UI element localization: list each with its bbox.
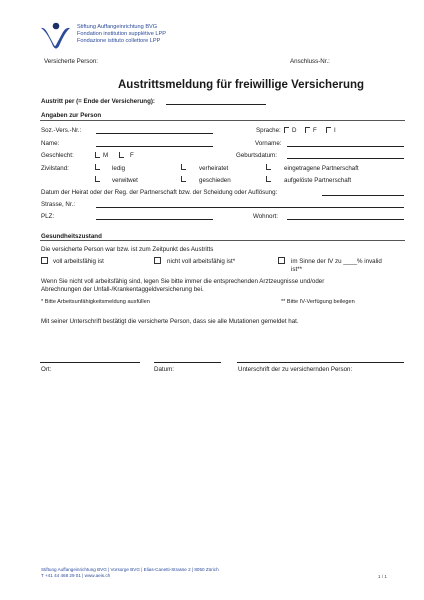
language-i-checkbox[interactable]: [326, 127, 331, 133]
marriage-date-field[interactable]: [322, 195, 404, 196]
widowed-checkbox[interactable]: [95, 176, 100, 182]
invalid-iv-checkbox[interactable]: [278, 257, 285, 264]
married-label: verheiratet: [199, 165, 229, 172]
divorced-checkbox[interactable]: [181, 176, 186, 182]
footnote-iv: ** Bitte IV-Verfügung beilegen: [281, 299, 355, 305]
registered-partnership-label: eingetragene Partnerschaft: [284, 165, 359, 172]
dissolved-partnership-checkbox[interactable]: [266, 176, 271, 182]
section-divider: [40, 240, 405, 241]
language-f-label: F: [313, 127, 317, 134]
org-name-fr: Fondation institution supplétive LPP: [77, 31, 166, 37]
exit-date-label: Austritt per (= Ende der Versicherung):: [41, 98, 155, 105]
confirmation-text: Mit seiner Unterschrift bestätigt die versicherte Person, dass sie alle Mutationen gemeldet hat.: [41, 318, 299, 325]
section-divider: [40, 120, 405, 121]
language-label: Sprache:: [256, 127, 281, 134]
health-section-title: Gesundheitszustand: [41, 233, 102, 240]
gender-label: Geschlecht:: [41, 152, 74, 159]
birthdate-field[interactable]: [287, 158, 404, 159]
invalid-iv-label: im Sinne der IV zu ____% invalid: [291, 258, 382, 265]
name-field[interactable]: [96, 146, 213, 147]
married-checkbox[interactable]: [181, 164, 186, 170]
birthdate-label: Geburtsdatum:: [236, 152, 277, 159]
footnote-incapacity: * Bitte Arbeitsunfähigkeitsmeldung ausfüllen: [41, 299, 150, 305]
date-field[interactable]: [154, 362, 221, 363]
page-title: Austrittsmeldung für freiwillige Versicherung: [118, 79, 365, 91]
footer-address: Stiftung Auffangeinrichtung BVG | Vorsorge BVG | Elias-Canetti-Strasse 2 | 8050 Zürich: [41, 567, 219, 572]
insured-person-label: Versicherte Person:: [44, 58, 98, 65]
language-d-label: D: [292, 127, 297, 134]
place-field[interactable]: [40, 362, 140, 363]
residence-label: Wohnort:: [253, 213, 278, 220]
widowed-label: verwitwet: [112, 177, 138, 184]
zip-label: PLZ:: [41, 213, 55, 220]
page-number: 1 / 1: [378, 574, 387, 579]
gender-f-label: F: [130, 152, 134, 159]
street-field[interactable]: [96, 207, 404, 208]
street-label: Strasse, Nr.:: [41, 201, 76, 208]
health-question: Die versicherte Person war bzw. ist zum Zeitpunkt des Austritts: [41, 246, 214, 253]
place-label: Ort:: [41, 366, 52, 373]
not-fully-fit-checkbox[interactable]: [154, 257, 161, 264]
footer-contact: T +41 44 468 29 01 | www.aeis.ch: [41, 573, 111, 578]
org-name-it: Fondazione istituto collettore LPP: [77, 38, 161, 44]
firstname-field[interactable]: [287, 146, 404, 147]
exit-date-field[interactable]: [166, 104, 266, 105]
personal-section-title: Angaben zur Person: [41, 112, 102, 119]
divorced-label: geschieden: [199, 177, 231, 184]
gender-m-label: M: [103, 152, 109, 159]
firstname-label: Vorname:: [255, 140, 282, 147]
residence-field[interactable]: [287, 219, 404, 220]
invalid-iv-label-cont: ist**: [291, 266, 303, 273]
fully-fit-label: voll arbeitsfähig ist: [53, 258, 104, 265]
single-label: ledig: [112, 165, 126, 172]
civil-status-label: Zivilstand:: [41, 165, 69, 172]
registered-partnership-checkbox[interactable]: [266, 164, 271, 170]
name-label: Name:: [41, 140, 60, 147]
date-label: Datum:: [154, 366, 174, 373]
health-note-line2: Abrechnungen der Unfall-/Krankentaggeldversicherung bei.: [41, 286, 204, 293]
ssn-field[interactable]: [96, 133, 213, 134]
single-checkbox[interactable]: [95, 164, 100, 170]
not-fully-fit-label: nicht voll arbeitsfähig ist*: [167, 258, 236, 265]
fully-fit-checkbox[interactable]: [41, 257, 48, 264]
logo-icon: [39, 22, 73, 49]
ssn-label: Soz.-Vers.-Nr.:: [41, 127, 82, 134]
signature-label: Unterschrift der zu versichernden Person:: [238, 366, 353, 373]
signature-field[interactable]: [237, 362, 404, 363]
org-name-de: Stiftung Auffangeinrichtung BVG: [77, 24, 158, 30]
language-f-checkbox[interactable]: [305, 127, 310, 133]
gender-f-checkbox[interactable]: [119, 152, 124, 158]
zip-field[interactable]: [96, 219, 213, 220]
language-d-checkbox[interactable]: [284, 127, 289, 133]
health-note-line1: Wenn Sie nicht voll arbeitsfähig sind, legen Sie bitte immer die entsprechenden Arztzeugnisse und/oder: [41, 278, 325, 285]
gender-m-checkbox[interactable]: [95, 152, 100, 158]
affiliation-number-label: Anschluss-Nr.:: [290, 58, 330, 65]
dissolved-partnership-label: aufgelöste Partnerschaft: [284, 177, 352, 184]
language-i-label: I: [334, 127, 336, 134]
marriage-date-label: Datum der Heirat oder der Reg. der Partnerschaft bzw. der Scheidung oder Auflösung:: [41, 189, 278, 196]
